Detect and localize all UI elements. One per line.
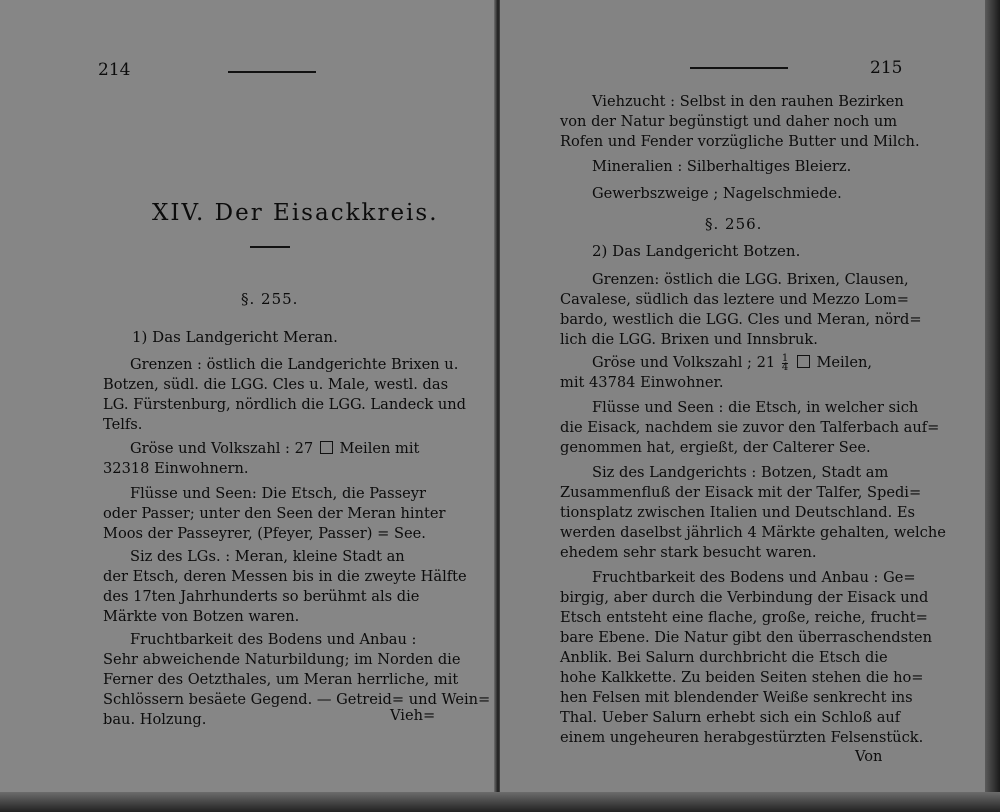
left-page-number: 214	[98, 60, 131, 80]
fraction-quarter: $\frac{1}{4}$	[781, 352, 789, 373]
text-line: Etsch entsteht eine flache, große, reiche, frucht=	[560, 609, 928, 626]
text-line: werden daselbst jährlich 4 Märkte gehalten, welche	[560, 524, 946, 541]
chapter-title: XIV. Der Eisackkreis.	[152, 200, 439, 226]
text-line: Moos der Passeyrer, (Pfeyer, Passer) = See.	[103, 525, 426, 542]
text-line: oder Passer; unter den Seen der Meran hinter	[103, 505, 446, 522]
chapter-rule	[250, 246, 290, 248]
text-line: hohe Kalkkette. Zu beiden Seiten stehen die ho=	[560, 669, 924, 686]
section-256: §. 256.	[705, 215, 763, 233]
text-line: Siz des Landgerichts : Botzen, Stadt am	[592, 464, 889, 481]
text-line: Gröse und Volkszahl : 27 Meilen mit	[130, 440, 420, 457]
left-header-rule	[228, 71, 316, 73]
text-line: bardo, westlich die LGG. Cles und Meran, nörd=	[560, 311, 922, 328]
text-line: des 17ten Jahrhunderts so berühmt als die	[103, 588, 420, 605]
subheading-meran: 1) Das Landgericht Meran.	[132, 328, 338, 346]
text-line: Flüsse und Seen : die Etsch, in welcher sich	[592, 399, 919, 416]
text-line: der Etsch, deren Messen bis in die zweyte Hälfte	[103, 568, 467, 585]
text-line: bare Ebene. Die Natur gibt den überraschendsten	[560, 629, 932, 646]
right-header-rule	[690, 67, 788, 69]
square-mile-symbol	[797, 355, 810, 368]
text-line: Zusammenfluß der Eisack mit der Talfer, Spedi=	[560, 484, 922, 501]
left-page	[0, 0, 496, 812]
right-catchword: Von	[855, 748, 883, 765]
square-mile-symbol	[320, 441, 333, 454]
text-line: 32318 Einwohnern.	[103, 460, 249, 477]
text-line: Botzen, südl. die LGG. Cles u. Male, westl. das	[103, 376, 449, 393]
text-line: Cavalese, südlich das leztere und Mezzo Lom=	[560, 291, 909, 308]
text-line: Anblik. Bei Salurn durchbricht die Etsch die	[560, 649, 888, 666]
text-line: Thal. Ueber Salurn erhebt sich ein Schloß auf	[560, 709, 901, 726]
left-catchword: Vieh=	[390, 707, 436, 724]
text-line: Fruchtbarkeit des Bodens und Anbau :	[130, 631, 417, 648]
text-line: mit 43784 Einwohner.	[560, 374, 724, 391]
text-line: Gewerbszweige ; Nagelschmiede.	[592, 185, 842, 202]
text-line: lich die LGG. Brixen und Innsbruk.	[560, 331, 818, 348]
text-line: die Eisack, nachdem sie zuvor den Talferbach auf=	[560, 419, 940, 436]
text-line: Sehr abweichende Naturbildung; im Norden die	[103, 651, 461, 668]
text-line: Grenzen: östlich die LGG. Brixen, Clausen,	[592, 271, 909, 288]
text-line: Telfs.	[103, 416, 143, 433]
text-line: Flüsse und Seen: Die Etsch, die Passeyr	[130, 485, 426, 502]
right-page-number: 215	[870, 58, 903, 78]
text-line: Rofen und Fender vorzügliche Butter und Milch.	[560, 133, 920, 150]
text-line: birgig, aber durch die Verbindung der Eisack und	[560, 589, 929, 606]
text-line: einem ungeheuren herabgestürzten Felsenstück.	[560, 729, 924, 746]
right-page	[500, 0, 990, 812]
text-line: Siz des LGs. : Meran, kleine Stadt an	[130, 548, 405, 565]
subheading-botzen: 2) Das Landgericht Botzen.	[592, 242, 801, 260]
section-255: §. 255.	[241, 290, 299, 308]
text-line: bau. Holzung.	[103, 711, 207, 728]
text-line: LG. Fürstenburg, nördlich die LGG. Landeck und	[103, 396, 466, 413]
text-line: hen Felsen mit blendender Weiße senkrecht ins	[560, 689, 913, 706]
text-line: Ferner des Oetzthales, um Meran herrliche, mit	[103, 671, 459, 688]
book-bottom-edge	[0, 792, 1000, 812]
text-line: Mineralien : Silberhaltiges Bleierz.	[592, 158, 852, 175]
text-line: Schlössern besäete Gegend. — Getreid= und Wein=	[103, 691, 491, 708]
text-line: von der Natur begünstigt und daher noch um	[560, 113, 898, 130]
text-line: ehedem sehr stark besucht waren.	[560, 544, 817, 561]
text-line: Fruchtbarkeit des Bodens und Anbau : Ge=	[592, 569, 916, 586]
text-line: Gröse und Volkszahl ; 21 $\frac{1}{4}$ Meilen,	[592, 352, 873, 373]
text-line: genommen hat, ergießt, der Calterer See.	[560, 439, 871, 456]
text-line: Märkte von Botzen waren.	[103, 608, 300, 625]
text-line: Grenzen : östlich die Landgerichte Brixen u.	[130, 356, 459, 373]
text-line: tionsplatz zwischen Italien und Deutschland. Es	[560, 504, 916, 521]
book-right-edge	[985, 0, 1000, 812]
text-line: Viehzucht : Selbst in den rauhen Bezirken	[592, 93, 904, 110]
